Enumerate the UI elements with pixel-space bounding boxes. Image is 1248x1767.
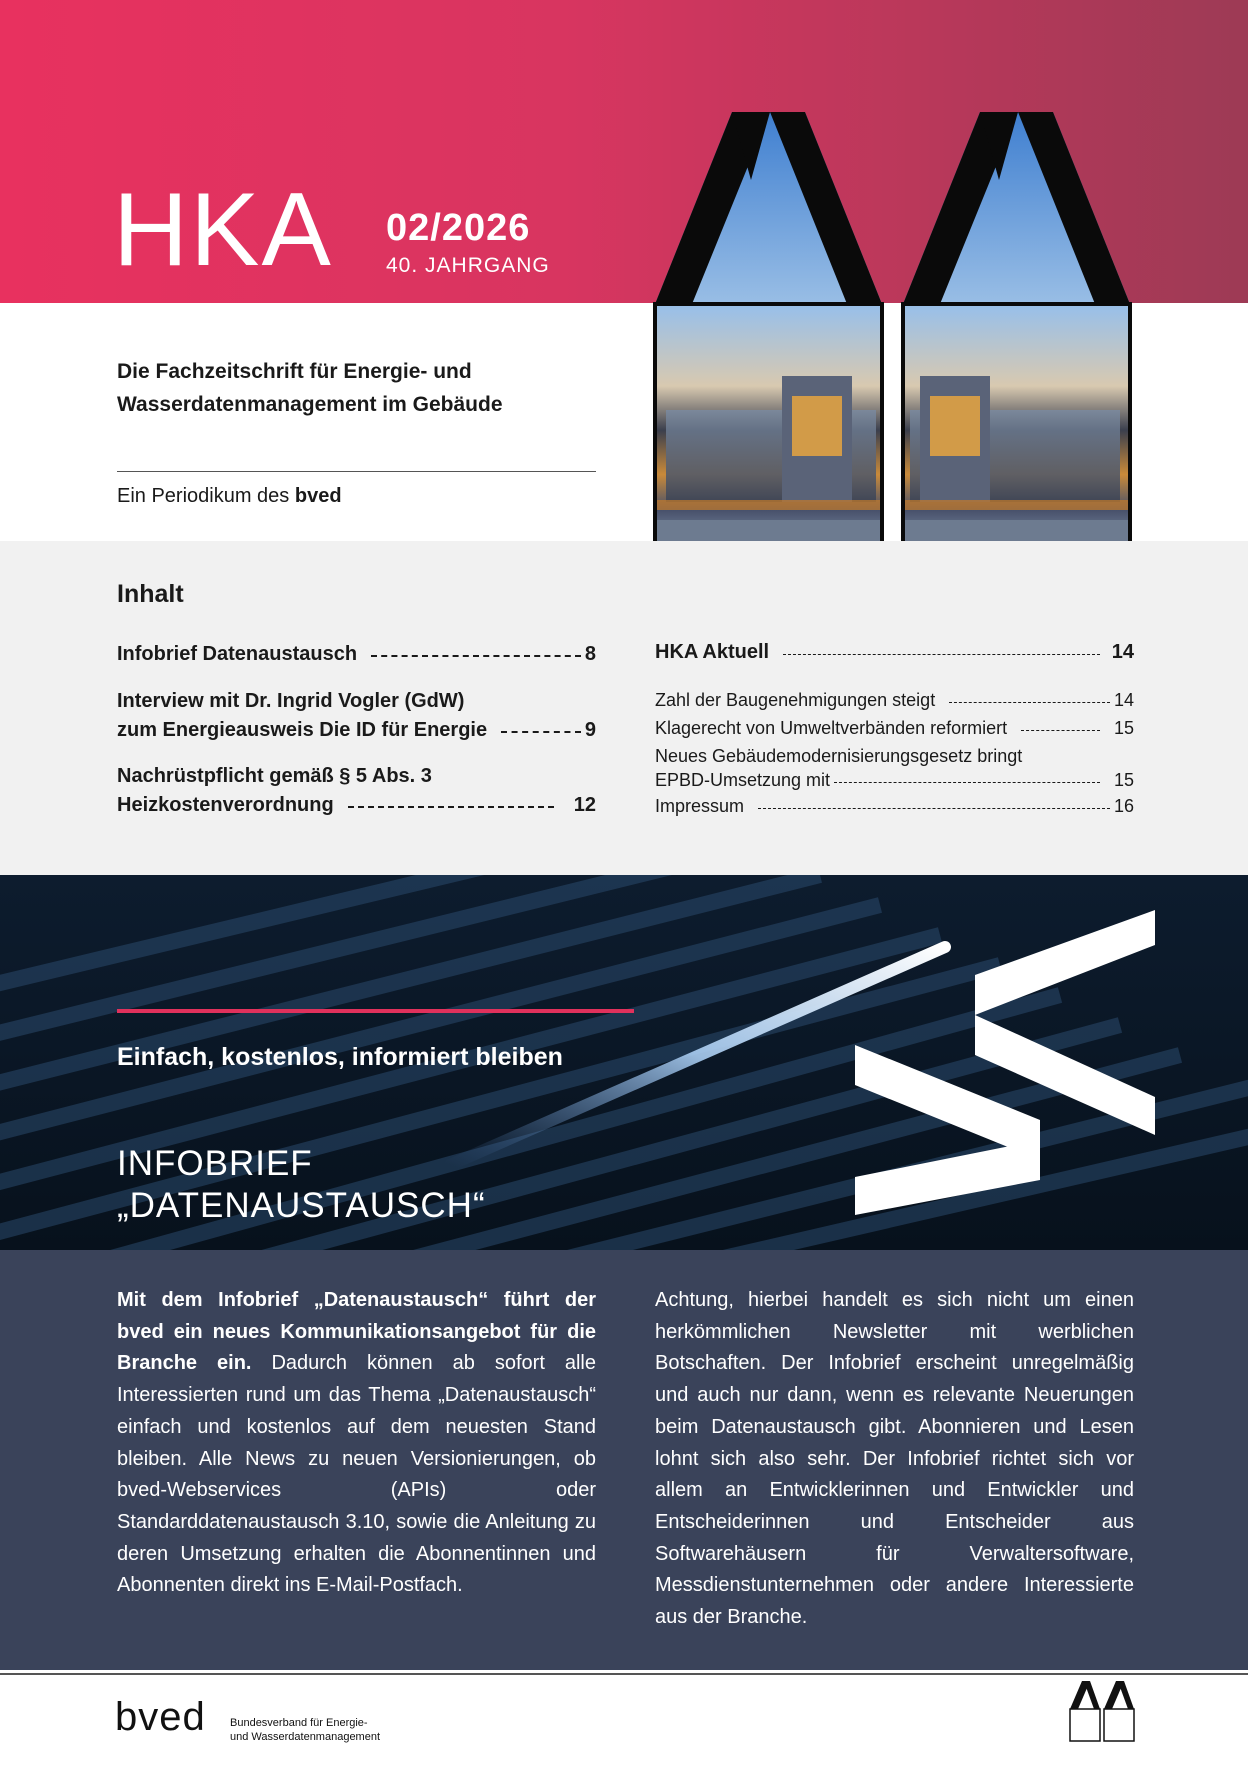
accent-rule <box>117 1009 634 1013</box>
toc-entry-title: Impressum <box>655 796 745 816</box>
toc-entry[interactable] <box>655 744 1134 792</box>
toc-entry[interactable] <box>117 687 596 745</box>
toc-section-entry[interactable] <box>655 640 1134 664</box>
toc-page-number: 15 <box>1113 718 1134 738</box>
toc-entry-title-cont: EPBD-Umsetzung mit <box>655 770 831 790</box>
footer-divider <box>0 1673 1248 1675</box>
cover-photo-arches <box>652 60 1132 560</box>
publisher-prefix: Ein Periodikum des <box>117 485 290 507</box>
banner-tagline: Einfach, kostenlos, informiert bleiben <box>117 1043 563 1071</box>
org-line-2: und Wasserdatenmanagement <box>230 1731 381 1743</box>
divider <box>117 471 596 472</box>
toc-entry-title: Zahl der Baugenehmigungen steigt <box>655 690 936 710</box>
toc-entry-title: Klagerecht von Umweltverbänden reformiert <box>655 718 1008 738</box>
toc-entry[interactable] <box>117 640 596 669</box>
toc-page-number: 14 <box>1113 690 1134 710</box>
toc-entry[interactable] <box>655 688 1134 712</box>
headline-line-1: INFOBRIEF <box>117 1144 313 1183</box>
article-lead: Mit dem Infobrief „Datenaustausch“ führt der bved ein neues Kommunikationsangebot für die Branche ein. <box>117 1289 596 1375</box>
toc-entry-title-cont: zum Energieausweis Die ID für Energie <box>117 719 488 741</box>
contents-title: Inhalt <box>117 580 184 608</box>
toc-entry-title: Neues Gebäudemodernisierungsgesetz bringt <box>655 746 1023 766</box>
hka-mark-icon <box>1068 1677 1136 1743</box>
toc-page-number: 15 <box>1113 770 1134 790</box>
headline-line-2: „DATENAUSTAUSCH“ <box>117 1186 486 1225</box>
toc-page-number: 8 <box>584 643 596 665</box>
bved-logo: bved <box>115 1695 206 1739</box>
toc-page-number: 16 <box>1113 796 1134 816</box>
toc-entry-title: Nachrüstpflicht gemäß § 5 Abs. 3 <box>117 765 432 787</box>
magazine-logo: HKA <box>113 172 333 288</box>
issue-number: 02/2026 <box>386 207 531 249</box>
publisher-line <box>117 485 342 508</box>
toc-entry-title: Interview mit Dr. Ingrid Vogler (GdW) <box>117 690 465 712</box>
toc-page-number: 12 <box>573 794 596 816</box>
toc-page-number: 14 <box>1111 641 1134 663</box>
subtitle-line-1: Die Fachzeitschrift für Energie- und <box>117 360 472 383</box>
toc-page-number: 9 <box>584 719 596 741</box>
toc-entry-title: HKA Aktuell <box>655 641 770 663</box>
org-line-1: Bundesverband für Energie- <box>230 1717 368 1729</box>
volume-label: 40. JAHRGANG <box>386 254 550 277</box>
subtitle-line-2: Wasserdatenmanagement im Gebäude <box>117 393 503 416</box>
banner-headline <box>117 1143 486 1227</box>
article-column-right: Achtung, hierbei handelt es sich nicht um einen herkömmlichen Newsletter mit werblichen Botschaften. Der Infobrief erscheint unregelmäßig und auch nur dann, wenn es relevante Neuerungen beim Datenaustausch gibt. Abonnieren und Lesen lohnt sich also sehr. Der Infobrief richtet sich vor allem an Entwicklerinnen und Entwickler und Entscheiderinnen und Entscheider aus Softwarehäusern für Verwaltersoftware, Messdienstunternehmen oder andere Interessierte aus der Branche. <box>655 1289 1134 1629</box>
toc-entry[interactable] <box>655 794 1134 818</box>
toc-entry-title-cont: Heizkostenverordnung <box>117 794 334 816</box>
article-column-left <box>117 1285 596 1602</box>
magazine-subtitle <box>117 355 617 421</box>
toc-entry[interactable] <box>117 762 596 820</box>
organization-name <box>230 1716 430 1744</box>
publisher-name: bved <box>294 485 342 507</box>
article-text: Dadurch können ab sofort alle Interessierten rund um das Thema „Datenaustausch“ einfach und kostenlos auf dem neuesten Stand bleiben. Alle News zu neuen Versionierungen, ob bved-Webservices (APIs) oder Standarddatenaustausch 3.10, sowie die Anleitung zu deren Umsetzung erhalten die Abonnentinnen und Abonnenten direkt ins E-Mail-Postfach. <box>117 1352 596 1597</box>
toc-entry[interactable] <box>655 716 1134 740</box>
toc-entry-title: Infobrief Datenaustausch <box>117 643 358 665</box>
